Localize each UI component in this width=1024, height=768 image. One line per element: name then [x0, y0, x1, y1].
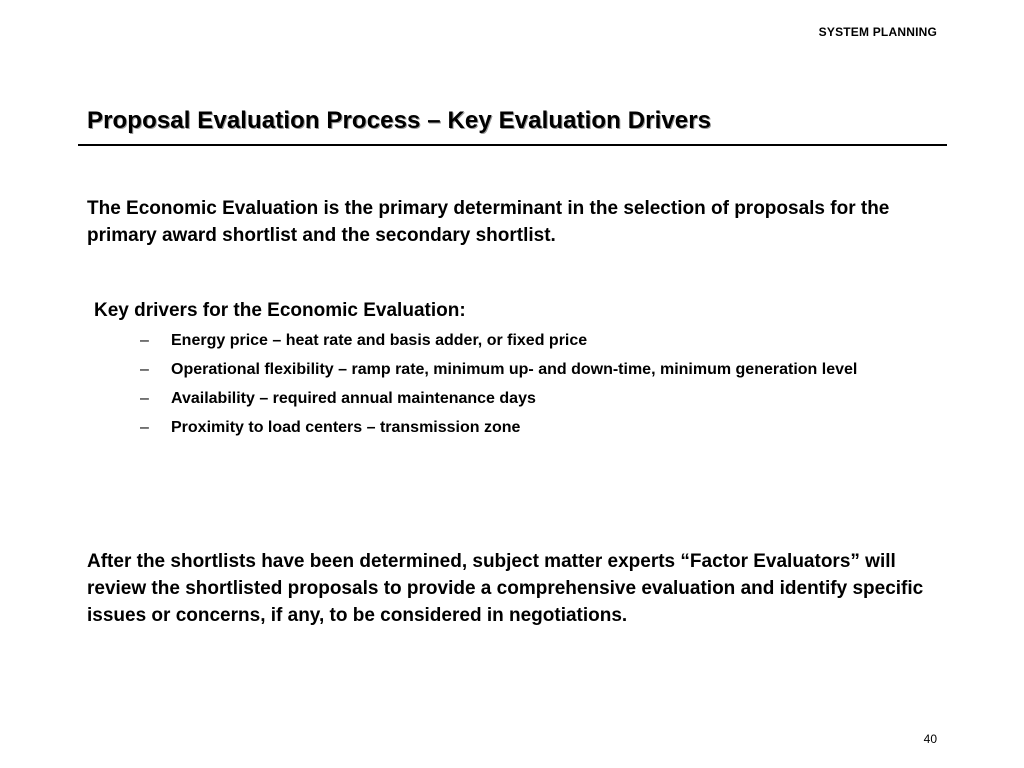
driver-item-energy-price [140, 330, 900, 352]
slide-title: Proposal Evaluation Process – Key Evaluation Drivers [87, 107, 712, 134]
driver-item-proximity [140, 417, 900, 439]
title-underline-divider [78, 144, 947, 146]
driver-item-text: Proximity to load centers – transmission zone [171, 419, 521, 436]
dash-bullet: – [140, 361, 149, 378]
driver-item-text: Energy price – heat rate and basis adder, or fixed price [171, 332, 588, 349]
page-number: 40 [923, 732, 937, 746]
driver-item-operational-flexibility [140, 359, 900, 381]
driver-item-availability [140, 388, 900, 410]
dash-bullet: – [140, 419, 149, 436]
dash-bullet: – [140, 332, 149, 349]
driver-item-text: Availability – required annual maintenance days [171, 390, 536, 407]
section-header-label: SYSTEM PLANNING [818, 25, 937, 39]
closing-paragraph: After the shortlists have been determined, subject matter experts “Factor Evaluators” will review the shortlisted proposals to provide a comprehensive evaluation and identify specific issues or concerns, if any, to be considered in negotiations. [87, 551, 924, 626]
driver-item-text: Operational flexibility – ramp rate, minimum up- and down-time, minimum generation level [171, 361, 858, 378]
dash-bullet: – [140, 390, 149, 407]
drivers-heading: Key drivers for the Economic Evaluation: [94, 300, 466, 321]
intro-paragraph: The Economic Evaluation is the primary determinant in the selection of proposals for the primary award shortlist and the secondary shortlist. [87, 198, 890, 246]
drivers-list [140, 330, 900, 446]
